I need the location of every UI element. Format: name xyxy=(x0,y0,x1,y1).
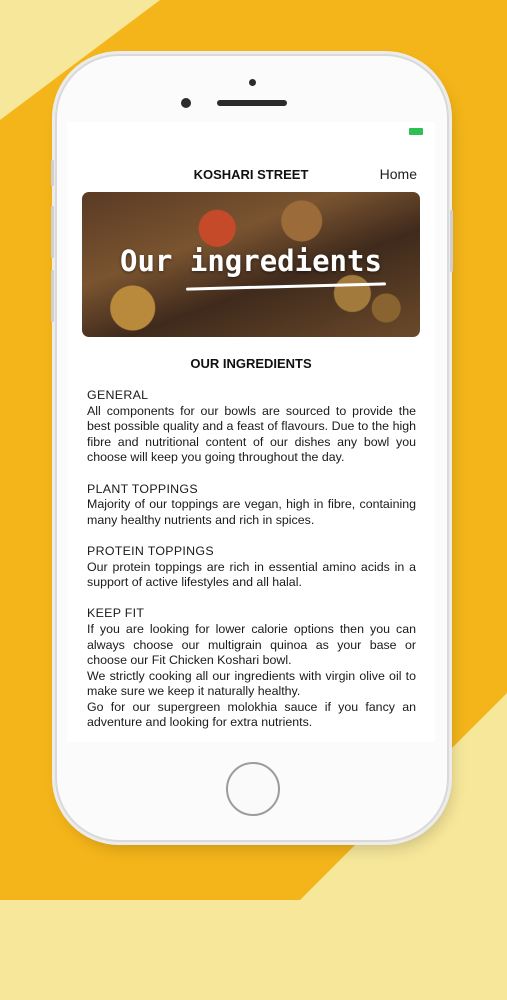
volume-up-button xyxy=(51,206,54,258)
power-button xyxy=(450,210,453,272)
mute-switch xyxy=(51,160,54,186)
section-keep-fit xyxy=(87,606,416,731)
front-camera xyxy=(181,98,191,108)
app-screen xyxy=(67,122,435,742)
section-paragraph: Our protein toppings are rich in essential amino acids in a support of active lifestyles and all halal. xyxy=(87,559,416,590)
section-paragraph: Go for our supergreen molokhia sauce if you fancy an adventure and looking for extra nutrients. xyxy=(87,699,416,730)
section-title: GENERAL xyxy=(87,388,149,402)
home-button[interactable] xyxy=(226,762,280,816)
section-paragraph: We strictly cooking all our ingredients with virgin olive oil to make sure we keep it naturally healthy. xyxy=(87,668,416,699)
app-title: KOSHARI STREET xyxy=(193,167,309,182)
section-protein-toppings xyxy=(87,544,416,591)
proximity-sensor xyxy=(249,79,256,86)
section-paragraph: If you are looking for lower calorie options then you can always choose our multigrain quinoa as your base or choose our Fit Chicken Koshari bowl. xyxy=(87,621,416,668)
hero-banner xyxy=(82,192,420,337)
ingredients-content xyxy=(87,388,416,731)
section-title: PLANT TOPPINGS xyxy=(87,481,198,496)
hero-underline xyxy=(186,282,386,290)
section-title: PROTEIN TOPPINGS xyxy=(87,543,214,558)
battery-icon xyxy=(409,128,423,135)
section-plant-toppings xyxy=(87,482,416,529)
home-link[interactable]: Home xyxy=(379,166,417,182)
volume-down-button xyxy=(51,270,54,322)
section-paragraph: Majority of our toppings are vegan, high in fibre, containing many healthy nutrients and rich in spices. xyxy=(87,497,416,527)
section-general xyxy=(87,388,416,466)
section-paragraph: All components for our bowls are sourced to provide the best possible quality and a feast of flavours. Due to the high fibre and nutritional content of our dishes any bowl you choose will keep you going throughout the day. xyxy=(87,403,416,465)
section-title: KEEP FIT xyxy=(87,606,145,621)
earpiece-speaker xyxy=(217,100,287,106)
hero-title: Our ingredients xyxy=(120,244,382,278)
page-heading: OUR INGREDIENTS xyxy=(190,356,312,371)
